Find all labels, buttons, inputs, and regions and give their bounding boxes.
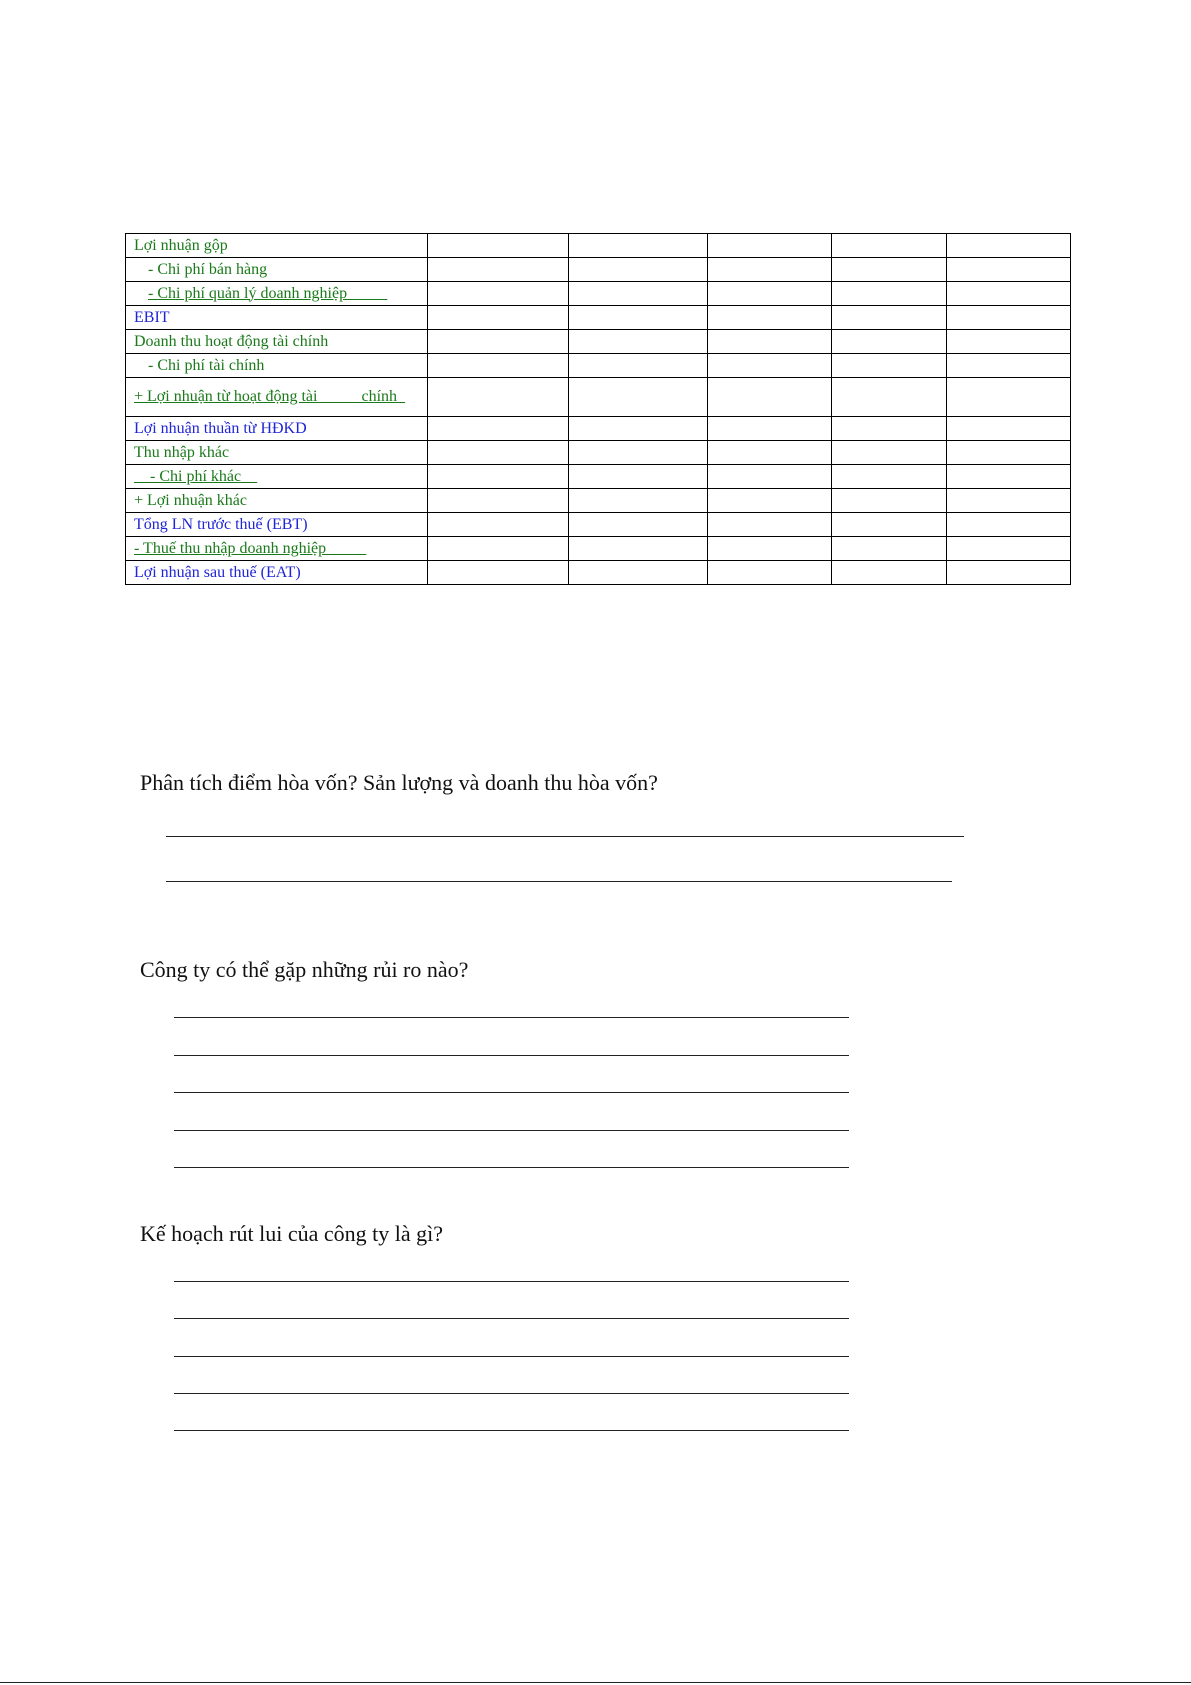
table-cell (708, 234, 832, 258)
table-cell (708, 489, 832, 513)
table-cell (947, 378, 1071, 417)
table-cell (947, 561, 1071, 585)
answer-line[interactable] (174, 1393, 849, 1394)
table-cell (428, 561, 569, 585)
table-cell (569, 537, 708, 561)
table-row (126, 258, 1071, 282)
table-cell (569, 234, 708, 258)
table-cell (832, 513, 947, 537)
table-cell (428, 282, 569, 306)
table-cell (947, 537, 1071, 561)
row-label: EBIT (126, 306, 428, 330)
table-cell (947, 441, 1071, 465)
table-cell (428, 354, 569, 378)
row-label: Lợi nhuận thuần từ HĐKD (126, 417, 428, 441)
table-cell (832, 561, 947, 585)
row-label: - Chi phí quản lý doanh nghiệp_____ (126, 282, 428, 306)
table-cell (569, 306, 708, 330)
table-row (126, 234, 1071, 258)
table-cell (569, 282, 708, 306)
table-cell (428, 417, 569, 441)
table-cell (708, 561, 832, 585)
table-row (126, 465, 1071, 489)
table-cell (832, 489, 947, 513)
risks-question: Công ty có thể gặp những rủi ro nào? (140, 957, 469, 982)
answer-line[interactable] (166, 836, 964, 837)
table-cell (708, 258, 832, 282)
table-cell (708, 537, 832, 561)
answer-line[interactable] (174, 1318, 849, 1319)
answer-line[interactable] (166, 881, 952, 882)
income-statement-table (125, 233, 1071, 585)
table-cell (947, 513, 1071, 537)
table-cell (569, 417, 708, 441)
table-cell (569, 561, 708, 585)
table-cell (569, 354, 708, 378)
table-cell (947, 234, 1071, 258)
table-row (126, 513, 1071, 537)
table-cell (569, 465, 708, 489)
row-label: Doanh thu hoạt động tài chính (126, 330, 428, 354)
table-cell (428, 330, 569, 354)
table-cell (832, 306, 947, 330)
answer-line[interactable] (174, 1017, 849, 1018)
table-cell (708, 441, 832, 465)
table-row (126, 537, 1071, 561)
table-cell (832, 465, 947, 489)
table-cell (832, 234, 947, 258)
table-cell (569, 441, 708, 465)
table-cell (947, 354, 1071, 378)
answer-line[interactable] (174, 1092, 849, 1093)
answer-line[interactable] (174, 1167, 849, 1168)
table-row (126, 282, 1071, 306)
table-cell (947, 330, 1071, 354)
answer-line[interactable] (174, 1356, 849, 1357)
table-cell (947, 258, 1071, 282)
answer-line[interactable] (174, 1281, 849, 1282)
table-cell (428, 306, 569, 330)
table-cell (832, 378, 947, 417)
table-cell (832, 417, 947, 441)
table-cell (832, 537, 947, 561)
breakeven-question: Phân tích điểm hòa vốn? Sản lượng và doanh thu hòa vốn? (140, 770, 658, 795)
table-row (126, 330, 1071, 354)
table-cell (832, 282, 947, 306)
table-cell (708, 378, 832, 417)
table-cell (708, 354, 832, 378)
answer-line[interactable] (174, 1430, 849, 1431)
table-cell (708, 465, 832, 489)
table-cell (832, 441, 947, 465)
exit-plan-question: Kế hoạch rút lui của công ty là gì? (140, 1221, 444, 1246)
table-cell (428, 513, 569, 537)
table-cell (947, 306, 1071, 330)
answer-line[interactable] (174, 1130, 849, 1131)
table-cell (569, 330, 708, 354)
table-cell (832, 258, 947, 282)
table-cell (569, 258, 708, 282)
table-cell (428, 234, 569, 258)
table-cell (428, 258, 569, 282)
table-cell (428, 489, 569, 513)
table-row (126, 561, 1071, 585)
table-cell (832, 354, 947, 378)
row-label: + Lợi nhuận từ hoạt động tài_____ chính_ (126, 378, 428, 417)
row-label: Lợi nhuận gộp (126, 234, 428, 258)
table-cell (569, 378, 708, 417)
table-cell (569, 489, 708, 513)
table-cell (947, 282, 1071, 306)
table-cell (947, 489, 1071, 513)
table-row (126, 489, 1071, 513)
table-row (126, 378, 1071, 417)
table-row (126, 306, 1071, 330)
table-cell (832, 330, 947, 354)
row-label: - Chi phí tài chính (126, 354, 428, 378)
row-label: + Lợi nhuận khác (126, 489, 428, 513)
row-label: Tổng LN trước thuế (EBT) (126, 513, 428, 537)
row-label: - Thuế thu nhập doanh nghiệp_____ (126, 537, 428, 561)
table-cell (708, 330, 832, 354)
page-bottom-divider (0, 1682, 1191, 1683)
table-row (126, 417, 1071, 441)
row-label: Thu nhập khác (126, 441, 428, 465)
table-cell (428, 441, 569, 465)
table-cell (947, 417, 1071, 441)
table-cell (708, 513, 832, 537)
table-row (126, 441, 1071, 465)
table-cell (569, 513, 708, 537)
answer-line[interactable] (174, 1055, 849, 1056)
table-cell (428, 537, 569, 561)
table-row (126, 354, 1071, 378)
table-cell (947, 465, 1071, 489)
table-cell (708, 282, 832, 306)
table-cell (428, 378, 569, 417)
table-cell (708, 306, 832, 330)
table-cell (428, 465, 569, 489)
table-cell (708, 417, 832, 441)
row-label: - Chi phí bán hàng (126, 258, 428, 282)
row-label: Lợi nhuận sau thuế (EAT) (126, 561, 428, 585)
row-label: __- Chi phí khác__ (126, 465, 428, 489)
